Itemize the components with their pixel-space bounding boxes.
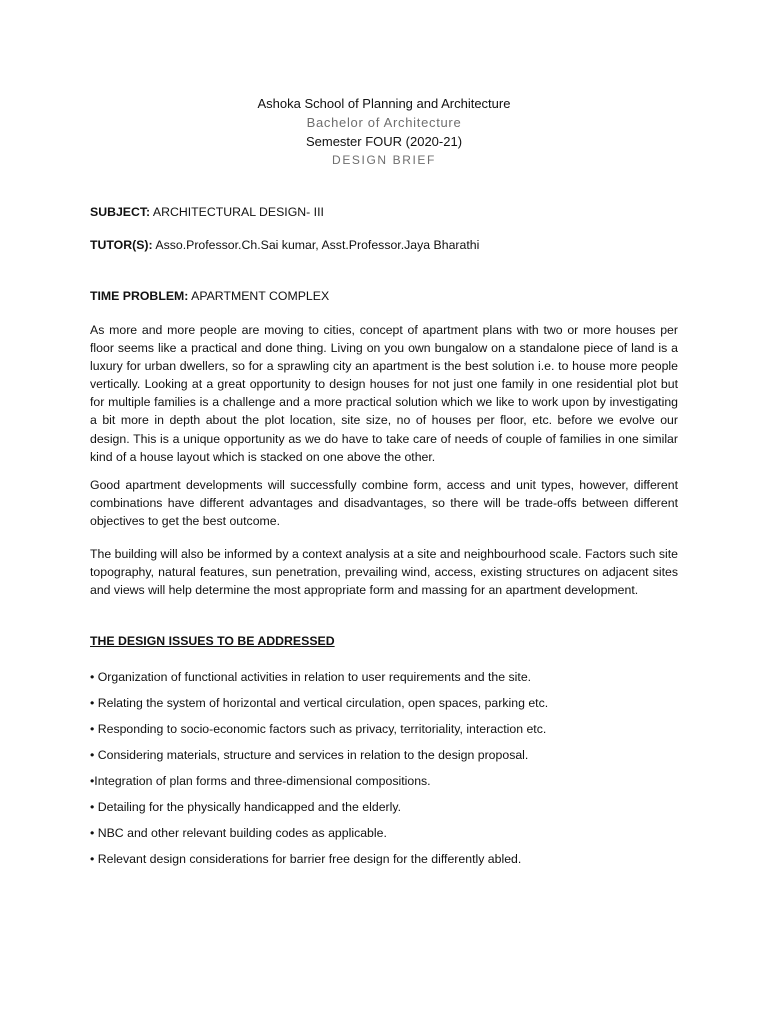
subject-field [90,203,678,221]
issue-item-block-0 [90,668,678,686]
issues-title: THE DESIGN ISSUES TO BE ADDRESSED [90,634,335,648]
problem-label: TIME PROBLEM: [90,289,189,303]
issue-item: • Relevant design considerations for barrier free design for the differently abled. [90,852,522,866]
paragraph-intro: As more and more people are moving to cities, concept of apartment plans with two or more houses per floor seems like a practical and done thing. Living on you own bungalow on a standalone piece of land is a luxury for urban dwellers, so for a sprawling city an apartment is the best solution i.e. to house more people vertically. Looking at a great opportunity to design houses for not just one family in one residential plot but for multiple families is a challenge and a more practical solution which we like to work upon by investigating a bit more in depth about the plot location, site size, no of houses per floor, etc. before we evolve our design. This is a unique opportunity as we do have to take care of needs of couple of families in one similar kind of a house layout which is stacked on one above the other. [90,323,678,464]
issue-item-block-3 [90,746,678,764]
problem-field [90,287,678,305]
intro-paragraph [90,321,678,466]
issues-heading-block [90,632,678,650]
issue-item: •Integration of plan forms and three-dimensional compositions. [90,774,431,788]
issue-item-block-4 [90,772,678,790]
paragraph-context: The building will also be informed by a context analysis at a site and neighbourhood scale. Factors such site topography, natural features, sun penetration, prevailing wind, access, existing structures on adjacent sites and views will help determine the most appropriate form and massing for an apartment development. [90,547,678,598]
issue-item-block-5 [90,798,678,816]
program-name: Bachelor of Architecture [306,115,462,130]
document-type: DESIGN BRIEF [332,153,436,167]
issue-item: • Relating the system of horizontal and vertical circulation, open spaces, parking etc. [90,696,549,710]
context-paragraph [90,545,678,599]
tutors-value: Asso.Professor.Ch.Sai kumar, Asst.Professor.Jaya Bharathi [152,238,480,252]
issue-item-block-1 [90,694,678,712]
school-name: Ashoka School of Planning and Architecture [257,96,511,111]
tutors-label: TUTOR(S): [90,238,153,252]
issue-item: • Responding to socio-economic factors such as privacy, territoriality, interaction etc. [90,722,547,736]
paragraph-developments: Good apartment developments will successfully combine form, access and unit types, however, different combinations have different advantages and disadvantages, so there will be trade-offs between different objectives to get the best outcome. [90,478,678,529]
issue-item: • Considering materials, structure and services in relation to the design proposal. [90,748,529,762]
document-header [0,94,768,170]
issue-item-block-7 [90,850,678,868]
subject-value: ARCHITECTURAL DESIGN- III [150,205,324,219]
developments-paragraph [90,476,678,530]
issue-item: • Detailing for the physically handicapped and the elderly. [90,800,402,814]
subject-label: SUBJECT: [90,205,151,219]
issue-item-block-2 [90,720,678,738]
semester-line: Semester FOUR (2020-21) [305,134,463,149]
issue-item: • Organization of functional activities in relation to user requirements and the site. [90,670,532,684]
problem-value: APARTMENT COMPLEX [188,289,330,303]
tutors-field [90,236,678,254]
issue-item-block-6 [90,824,678,842]
issue-item: • NBC and other relevant building codes as applicable. [90,826,387,840]
